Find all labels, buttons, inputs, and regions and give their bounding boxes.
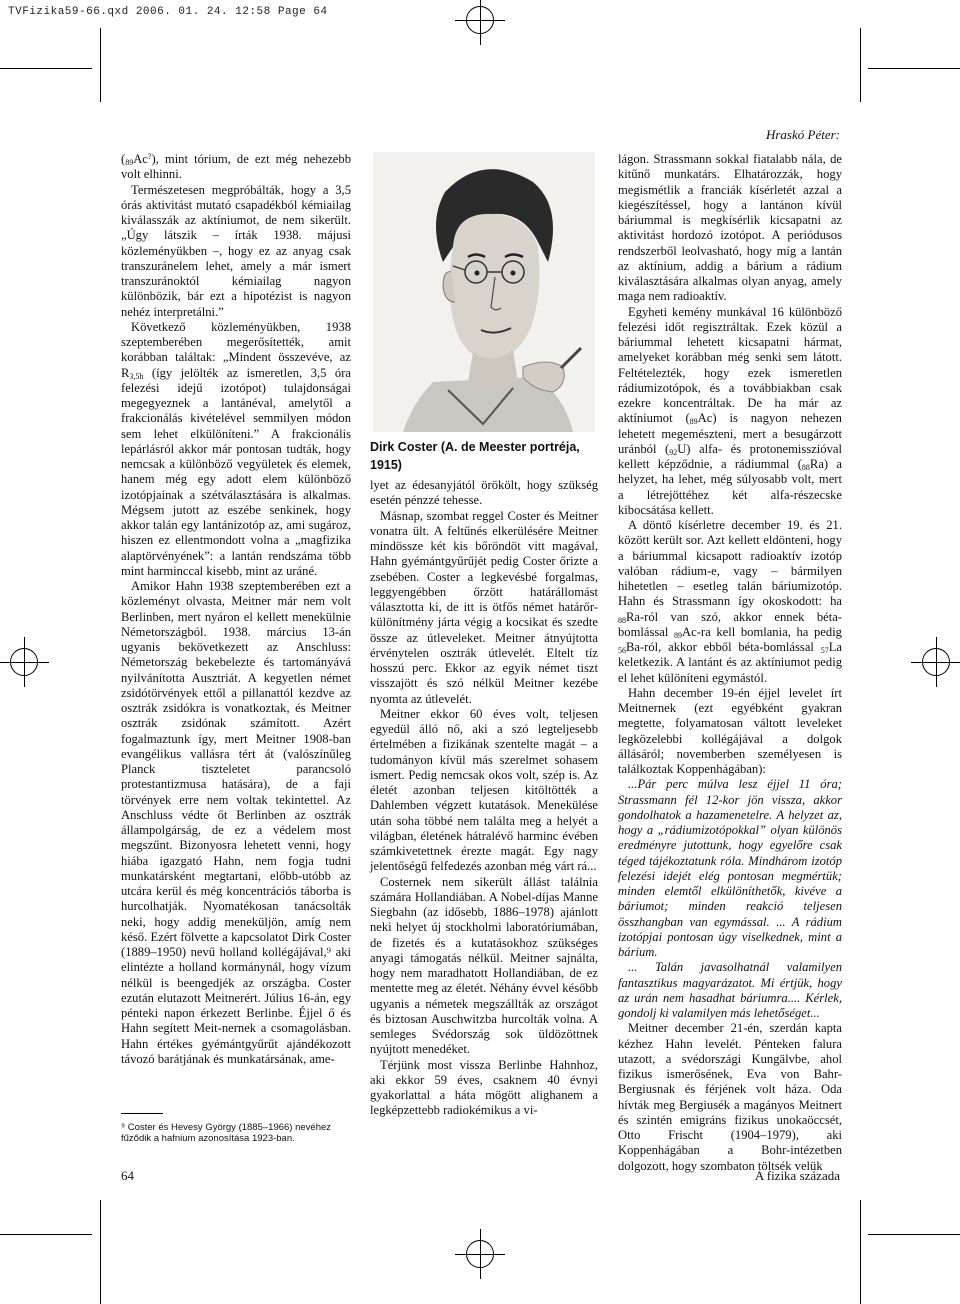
paragraph: Meitner december 21-én, szerdán kapta kézhez Hahn levelét. Pénteken falura utazott, a svédországi Kungälvbe, ahol fizikus ismerősének, Eva von Bahr-Bergiusnak és férjének volt háza. Oda hívták meg Bergiusék a magányos Meitnert és szintén emigráns fizikus unokaöccsét, Otto Frischt (1904–1979), aki Koppenhágában a Bohr-intézetben dolgozott, hogy szombaton töltsék velük <box>618 1021 842 1173</box>
portrait-drawing <box>373 152 595 432</box>
journal-name: A fizika százada <box>754 1168 840 1183</box>
paragraph: Másnap, szombat reggel Coster és Meitner vonatra ült. A feltűnés elkerülésére Meitner mindössze két kis bőröndöt vitt magával, Hahn gyémántgyűrűjét pedig Coster őrizte a zsebében. Coster a legkevésbé forgalmas, leggyengébben őrzött határállomást választotta ki, de itt is ötfős német határőr-különítmény járta végig a kocsikat és szedte össze az útleveleket. Meitner átnyújtotta érvénytelen osztrák útlevelét. Eltelt tíz hosszú perc. Ekkor az egyik német tiszt visszajött és szó nélkül Meitner kezébe nyomta az útlevelét. <box>370 508 598 706</box>
crop-mark-tl-v <box>100 28 101 102</box>
paragraph: Meitner ekkor 60 éves volt, teljesen egyedül álló nő, aki a szó legteljesebb értelmében a fizikának szentelte magát – a tudományon kívül más szerelmet sohasem ismert. Pedig nemcsak okos volt, szép is. Az életét azonban teljesen kitöltötték a Dahlemben végzett kutatások. Menekülése után soha többé nem találta meg a helyét a világban, életének hátralévő harminc évében számkivetettnek érezte magát. Egy nagy jelentőségű felfedezés azonban még várt rá... <box>370 706 598 874</box>
footnote-rule <box>121 1113 163 1114</box>
text-column-2 <box>370 478 598 1119</box>
page-number: 64 <box>121 1168 134 1183</box>
crop-mark-tr-v <box>860 28 861 102</box>
crop-mark-br-v <box>860 1200 861 1304</box>
footnote: ⁹ Coster és Hevesy György (1885–1966) nevéhez fűződik a hafnium azonosítása 1923-ban. <box>121 1122 332 1144</box>
text-column-3 <box>618 152 842 1174</box>
crop-mark-bl-h <box>0 1234 92 1235</box>
text-column-1 <box>121 152 351 1067</box>
registration-mark-right <box>922 648 950 676</box>
file-slug: TVFizika59-66.qxd 2006. 01. 24. 12:58 Page 64 <box>8 6 328 18</box>
paragraph: Természetesen megpróbálták, hogy a 3,5 órás aktivitást mutató csapadékból kémiailag kiválasszák az aktíniumot, de nem sikerült. „Úgy látszik – írták 1938. májusi közleményükben –, hogy ez az anyag csak transzuránelem lehet, amely a már ismert transzuránoktól kémiailag nagyon különbözik, bár ezt a hipotézist is nagyon nehéz interpretálni.” <box>121 182 351 319</box>
paragraph: A döntő kísérletre december 19. és 21. között került sor. Azt kellett eldönteni, hogy a báriummal kicsapott radioaktív izotóp valóban rádium-e, vagy – bármilyen hihetetlen – esetleg talán báriumizotóp. Hahn és Strassmann így okoskodott: ha $_{88}$Ra-ról van szó, akkor ennek béta-bomlással $_{89}$Ac-ra kell bomlania, ha pedig $_{56}$Ba-ról, akkor ebből béta-bomlással $_{57}$La keletkezik. A lantánt és az aktíniumot pedig el lehet különíteni egymástól. <box>618 518 842 685</box>
portrait-caption: Dirk Coster (A. de Meester portréja, 1915) <box>370 440 580 472</box>
paragraph: Térjünk most vissza Berlinbe Hahnhoz, aki ekkor 59 éves, csaknem 40 évnyi gyakorlattal a háta mögött alighanem a legképzettebb radiokémikus a vi- <box>370 1057 598 1118</box>
paragraph: $(_{89}Ac^?)$, mint tórium, de ezt még nehezebb volt elhinni. <box>121 152 351 182</box>
paragraph: Egyheti kemény munkával 16 különböző felezési időt regisztráltak. Ezek közül a báriummal lehetett kicsapatni hármat, amelyeket korábban még senki sem látott. Feltételezték, hogy ezek ismeretlen rádiumizotópok, és a továbbiakban csak ezekre koncentráltak. De ha már az aktíniumot $(_{89}Ac)$ is nagyon nehezen lehetett megemészteni, mert a besugárzott uránból $(_{92}U)$ alfa- és protonemisszióval kellett képződnie, a rádiummal $(_{88}Ra)$ a helyzet, ha lehet, még súlyosabb volt, mert a létrejöttéhez két alfa-részecske kibocsátása kellett. <box>618 304 842 517</box>
registration-mark-left <box>10 648 38 676</box>
paragraph: Costernek nem sikerült állást találnia számára Hollandiában. A Nobel-díjas Manne Siegbahn (az idősebb, 1886–1978) ajánlott neki helyet új stockholmi laboratóriumában, de fizetés és a kutatásokhoz szükséges anyagi támogatás nélkül. Meitner sajnálta, hogy nem maradhatott Hollandiában, de ez mentette meg az életét. Néhány évvel később ugyanis a németek megszállták az országot és biztosan Auschwitzba hurcolták volna. A semleges Svédország sok üldözöttnek nyújtott menedéket. <box>370 874 598 1057</box>
paragraph: Hahn december 19-én éjjel levelet írt Meitnernek (ezt egyébként gyakran megtette, folyamatosan váltott leveleket legközelebbi kollégájával a dolgok állásáról; novemberben személyesen is találkoztak Koppenhágában): <box>618 685 842 776</box>
quote-paragraph: ...Pár perc múlva lesz éjjel 11 óra; Strassmann fél 12-kor jön vissza, akkor gondolhatok a hazamenetelre. A helyzet az, hogy a „rádiumizotópokkal” olyan különös eredményre jutottunk, hogy egyelőre csak téged tájékoztatunk róla. Mindhárom izotóp felezési idejét elég pontosan megmértük; minden elemtől elkülöníthetők, kivéve a báriumot; minden reakció teljesen összhangban van egymással. ... A rádium izotópjai pontosan úgy viselkednek, mint a bárium. <box>618 777 842 959</box>
registration-mark-top <box>466 6 494 34</box>
crop-mark-tr-h <box>868 68 960 69</box>
crop-mark-br-h <box>868 1234 960 1235</box>
registration-mark-bottom <box>466 1240 494 1268</box>
paragraph: lyet az édesanyjától örökölt, hogy szükség esetén pénzzé tehesse. <box>370 478 598 508</box>
paragraph: Következő közleményükben, 1938 szeptemberében megerősítették, amit korábban találtak: „Mindent összevéve, az $R_{3,5h}$ (így jelölték az ismeretlen, 3,5 óra felezési idejű izotópot) tulajdonságai megegyeznek a lantánéval, amelytől a frakcionálás kivételével semmilyen módon sem lehet elkülöníteni.” A frakcionális lepárlásról akkor már pontosan tudták, hogy nemcsak a különböző vegyületek és elemek, hanem még egy adott elem különböző izotópjainak a szétválasztására is alkalmas. Mégsem jutott az eszébe senkinek, hogy akkor talán egy lantánizotóp az, ami sugároz, hiszen ez ellentmondott volna a „magfizika alaptörvényének”: a lantán rendszáma több mint harminccal kisebb, mint az uráné. <box>121 319 351 578</box>
paragraph: Amikor Hahn 1938 szeptemberében ezt a közleményt olvasta, Meitner már nem volt Berlinben, mert nyáron el kellett menekülnie Németországból. 1938. március 13-án ugyanis bekövetkezett az Anschluss: Németország bekebelezte és tartományává nyilvánította Ausztriát. A kegyetlen német zsidótörvények ettől a pillanattól kezdve az osztrák zsidókra is vonatkoztak, és Meitner osztrák zsidónak számított. Azért fogalmaztunk így, mert Meitner 1908-ban evangélikus vallásra tért át (valószínűleg Planck tiszteletet parancsoló protestantizmusa hatására), de a faji törvények erre nem voltak tekintettel. Az Anschluss védte őt Berlinben az osztrák állampolgárság, de ez a védelem most megszűnt. Bizonyosra lehetett venni, hogy hiába igazgató Hahn, nem fogja tudni munkatársként megtartani, előbb-utóbb az utcára kerül és még koncentrációs táborba is hurcolhatják. Nyomatékosan tanácsolták neki, hogy addig meneküljön, amíg nem késő. Ezért fölvette a kapcsolatot Dirk Coster (1889–1950) nevű holland kollégájával,⁹ aki elintézte a holland kormánynál, hogy vízum nélkül is beengedjék az országba. Coster ezután elutazott Meitnerért. Július 16-án, egy pénteki napon érkezett Berlinbe. Éjjel ő és Hahn segített Meit-nernek a csomagolásban. Hahn értékes gyémántgyűrűt ajándékozott távozó barátjának és munkatársának, ame- <box>121 579 351 1066</box>
portrait-image <box>373 152 595 432</box>
quote-paragraph: ... Talán javasolhatnál valamilyen fantasztikus magyarázatot. Mi értjük, hogy az urán nem hasadhat báriumra.... Kérlek, gondolj ki valamilyen más lehetőséget... <box>618 960 842 1020</box>
crop-mark-tl-h <box>0 68 92 69</box>
paragraph: lágon. Strassmann sokkal fiatalabb nála, de kitűnő munkatárs. Elhatározzák, hogy megismétlik a franciák kísérletét azzal a kiegészítéssel, hogy a lantánon kívül báriummal is megkísérlik kicsapatni az aktivitást hordozó izotópot. A periódusos rendszerből leolvasható, hogy míg a lantán az aktínium, addig a bárium a rádium kiválasztására alkalmas olyan anyag, amely maga nem radioaktív. <box>618 152 842 304</box>
running-head: Hraskó Péter: <box>765 127 840 142</box>
crop-mark-bl-v <box>100 1200 101 1304</box>
